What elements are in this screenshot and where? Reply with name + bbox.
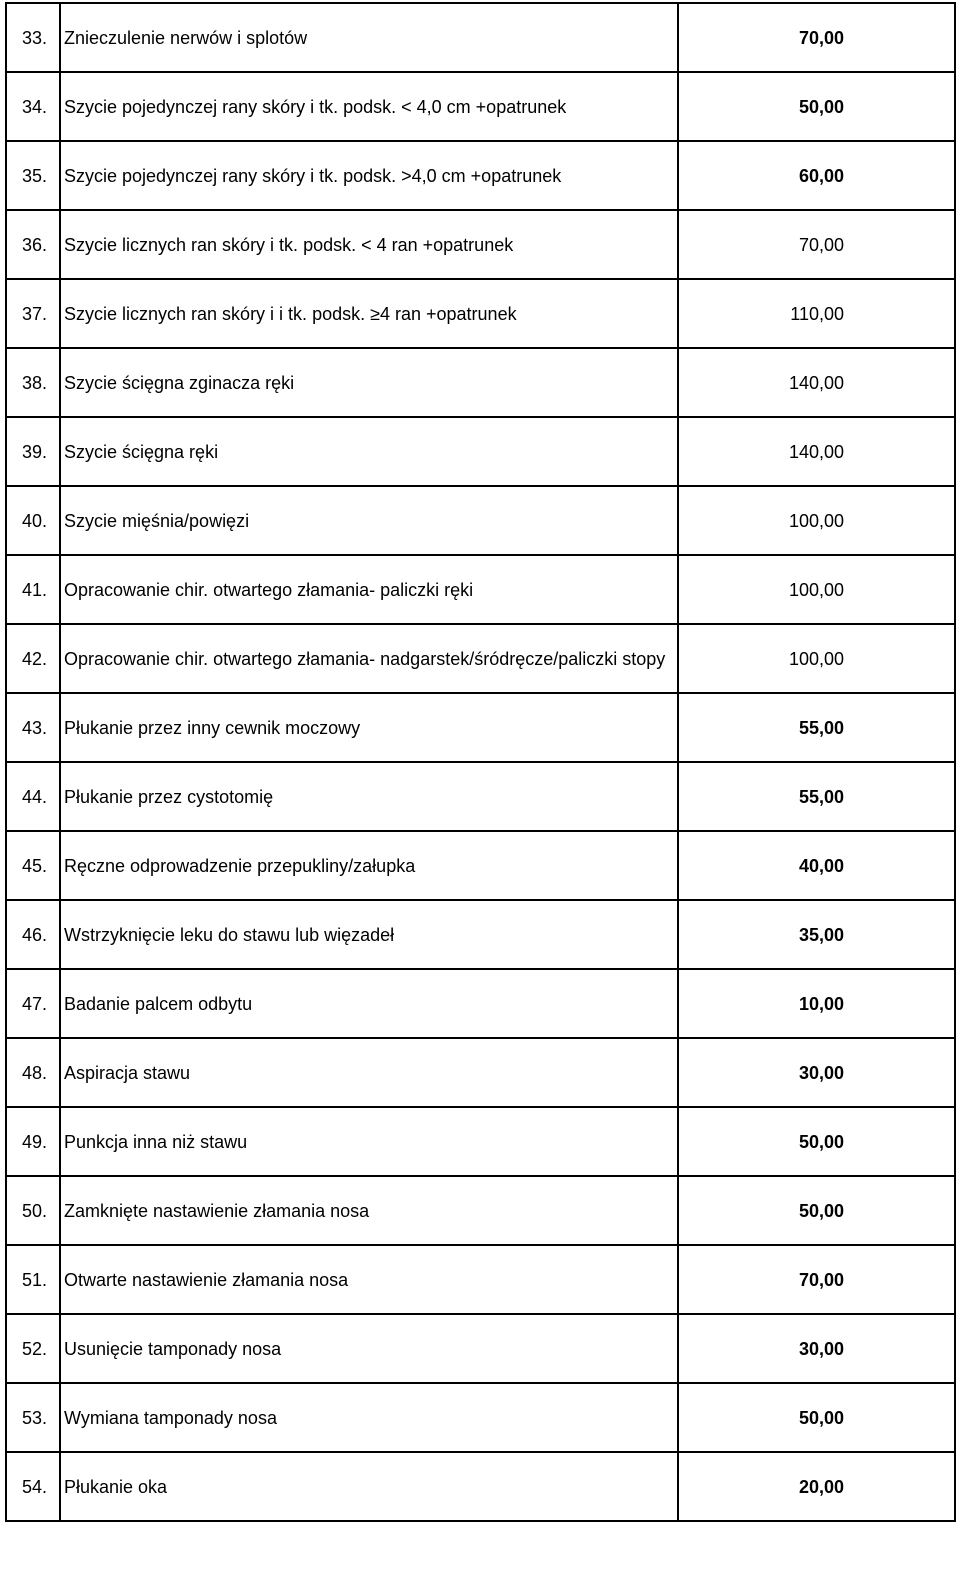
row-number: 37. [6, 279, 60, 348]
procedure-price: 140,00 [678, 417, 955, 486]
table-row [6, 348, 955, 417]
procedure-description: Płukanie przez cystotomię [60, 762, 678, 831]
row-number: 34. [6, 72, 60, 141]
procedure-description: Szycie ścięgna ręki [60, 417, 678, 486]
table-row [6, 1245, 955, 1314]
row-number: 52. [6, 1314, 60, 1383]
procedure-price: 140,00 [678, 348, 955, 417]
table-row [6, 210, 955, 279]
row-number: 46. [6, 900, 60, 969]
row-number: 51. [6, 1245, 60, 1314]
procedure-price: 30,00 [678, 1314, 955, 1383]
procedure-description: Znieczulenie nerwów i splotów [60, 3, 678, 72]
table-row [6, 3, 955, 72]
price-table-body [6, 3, 955, 1521]
procedure-description: Szycie pojedynczej rany skóry i tk. podsk. < 4,0 cm +opatrunek [60, 72, 678, 141]
table-row [6, 1107, 955, 1176]
row-number: 38. [6, 348, 60, 417]
procedure-description: Otwarte nastawienie złamania nosa [60, 1245, 678, 1314]
procedure-description: Płukanie przez inny cewnik moczowy [60, 693, 678, 762]
table-row [6, 1383, 955, 1452]
procedure-description: Punkcja inna niż stawu [60, 1107, 678, 1176]
procedure-description: Aspiracja stawu [60, 1038, 678, 1107]
table-row [6, 900, 955, 969]
table-row [6, 693, 955, 762]
procedure-price: 35,00 [678, 900, 955, 969]
row-number: 44. [6, 762, 60, 831]
procedure-price: 55,00 [678, 693, 955, 762]
procedure-description: Wstrzyknięcie leku do stawu lub więzadeł [60, 900, 678, 969]
table-row [6, 417, 955, 486]
row-number: 43. [6, 693, 60, 762]
procedure-price: 40,00 [678, 831, 955, 900]
row-number: 41. [6, 555, 60, 624]
row-number: 33. [6, 3, 60, 72]
row-number: 50. [6, 1176, 60, 1245]
procedure-description: Zamknięte nastawienie złamania nosa [60, 1176, 678, 1245]
row-number: 54. [6, 1452, 60, 1521]
procedure-price: 55,00 [678, 762, 955, 831]
procedure-description: Ręczne odprowadzenie przepukliny/załupka [60, 831, 678, 900]
procedure-price: 50,00 [678, 1176, 955, 1245]
procedure-price: 20,00 [678, 1452, 955, 1521]
procedure-description: Płukanie oka [60, 1452, 678, 1521]
table-row [6, 141, 955, 210]
procedure-price: 100,00 [678, 624, 955, 693]
table-row [6, 624, 955, 693]
procedure-price: 50,00 [678, 1107, 955, 1176]
procedure-price: 10,00 [678, 969, 955, 1038]
table-row [6, 831, 955, 900]
procedure-price: 50,00 [678, 72, 955, 141]
table-row [6, 762, 955, 831]
procedure-price: 70,00 [678, 210, 955, 279]
row-number: 49. [6, 1107, 60, 1176]
row-number: 42. [6, 624, 60, 693]
procedure-description: Szycie licznych ran skóry i i tk. podsk. ≥4 ran +opatrunek [60, 279, 678, 348]
procedure-description: Opracowanie chir. otwartego złamania- paliczki ręki [60, 555, 678, 624]
row-number: 53. [6, 1383, 60, 1452]
table-row [6, 969, 955, 1038]
table-row [6, 486, 955, 555]
row-number: 36. [6, 210, 60, 279]
row-number: 45. [6, 831, 60, 900]
procedure-price: 60,00 [678, 141, 955, 210]
table-row [6, 1176, 955, 1245]
table-row [6, 279, 955, 348]
procedure-price: 30,00 [678, 1038, 955, 1107]
procedure-price: 70,00 [678, 3, 955, 72]
procedure-description: Opracowanie chir. otwartego złamania- nadgarstek/śródręcze/paliczki stopy [60, 624, 678, 693]
procedure-description: Szycie licznych ran skóry i tk. podsk. < 4 ran +opatrunek [60, 210, 678, 279]
procedure-description: Szycie pojedynczej rany skóry i tk. podsk. >4,0 cm +opatrunek [60, 141, 678, 210]
procedure-price: 70,00 [678, 1245, 955, 1314]
procedure-price: 50,00 [678, 1383, 955, 1452]
procedure-price: 100,00 [678, 555, 955, 624]
price-table [5, 2, 956, 1522]
table-row [6, 555, 955, 624]
row-number: 48. [6, 1038, 60, 1107]
table-row [6, 1452, 955, 1521]
row-number: 47. [6, 969, 60, 1038]
procedure-description: Szycie ścięgna zginacza ręki [60, 348, 678, 417]
table-row [6, 1314, 955, 1383]
procedure-price: 100,00 [678, 486, 955, 555]
procedure-price: 110,00 [678, 279, 955, 348]
row-number: 35. [6, 141, 60, 210]
table-row [6, 72, 955, 141]
row-number: 40. [6, 486, 60, 555]
procedure-description: Wymiana tamponady nosa [60, 1383, 678, 1452]
procedure-description: Szycie mięśnia/powięzi [60, 486, 678, 555]
procedure-description: Badanie palcem odbytu [60, 969, 678, 1038]
row-number: 39. [6, 417, 60, 486]
procedure-description: Usunięcie tamponady nosa [60, 1314, 678, 1383]
table-row [6, 1038, 955, 1107]
